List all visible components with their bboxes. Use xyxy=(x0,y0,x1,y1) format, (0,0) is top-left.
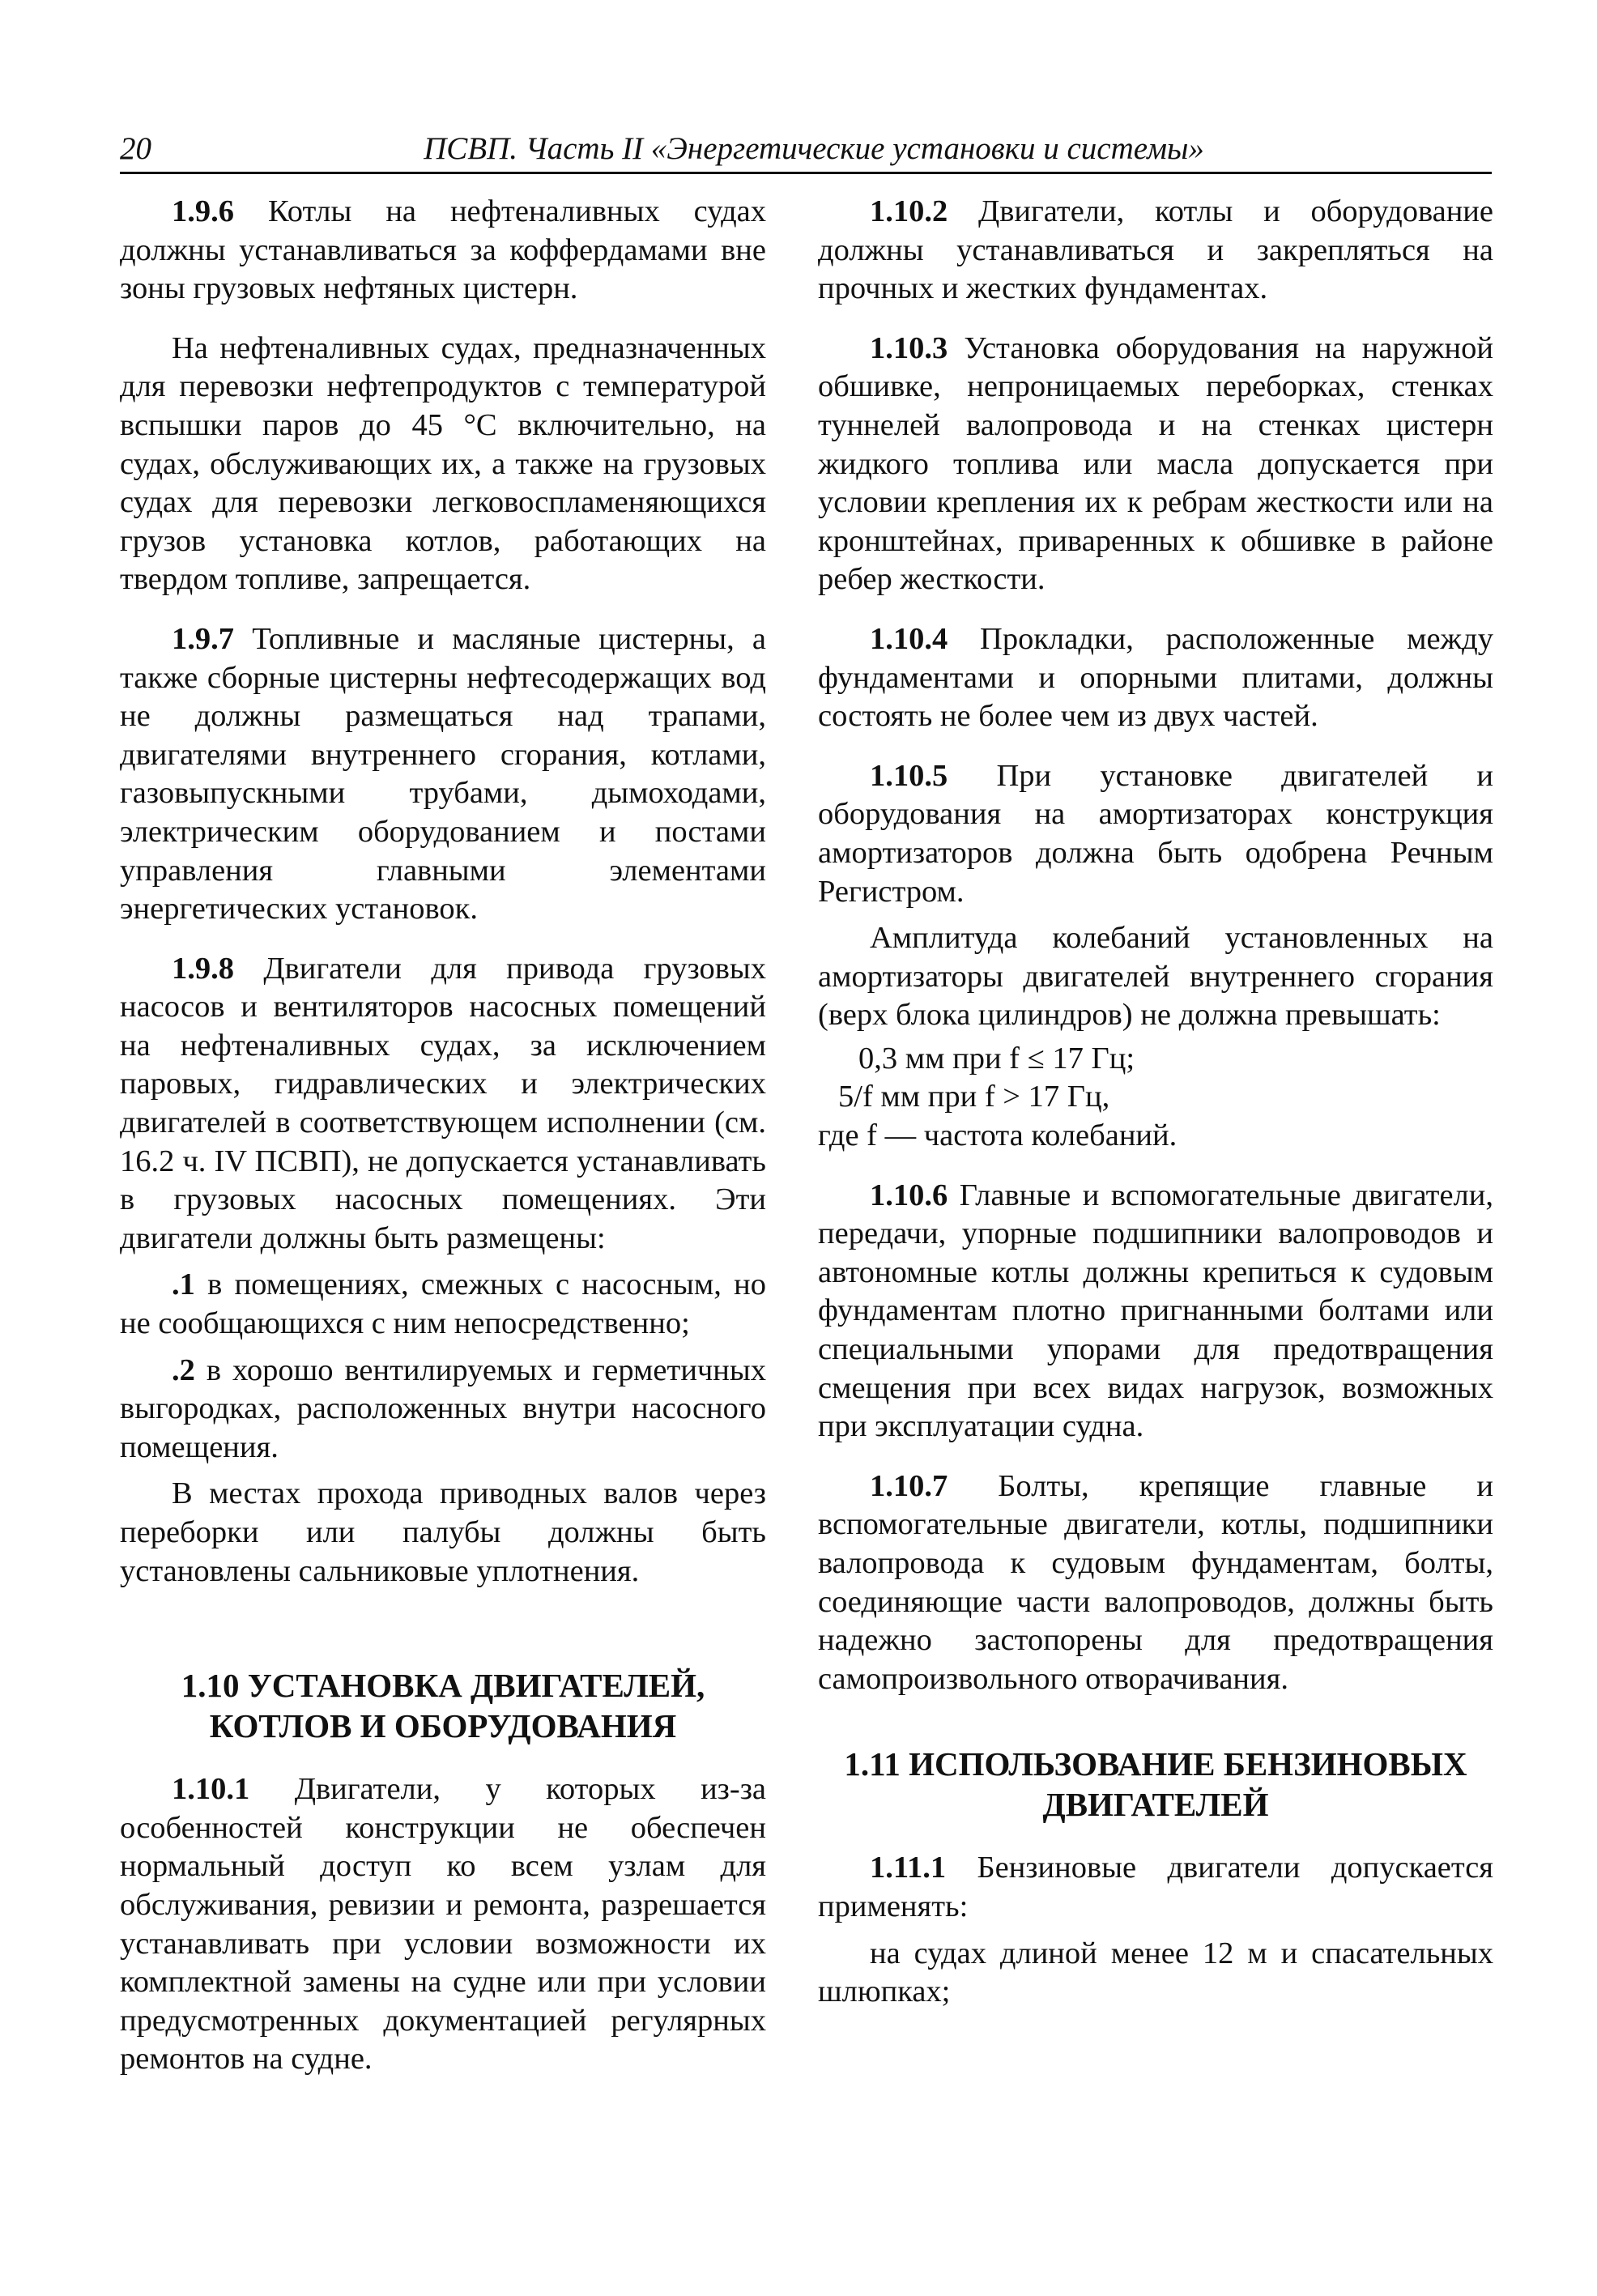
paragraph-1-10-5-cont: Амплитуда колебаний установленных на амортизаторы двигателей внутреннего сгорания (верх блока цилиндров) не должна превышать: xyxy=(818,921,1493,1033)
paragraph-1-9-8: 1.9.8 Двигатели для привода грузовых насосов и вентиляторов насосных помещений на нефтеналивных судах, за исключением паровых, гидравлических и электрических двигателей в соответствующем исполнении (см. 16.2 ч. IV ПСВП), не допускается устанавливать в грузовых насосных помещениях. Эти двигатели должны быть размещены: xyxy=(120,951,766,1255)
paragraph-1-10-3: 1.10.3 Установка оборудования на наружной обшивке, непроницаемых переборках, стенках туннелей валопровода и на стенках цистерн жидкого топлива или масла допускается при условии крепления их к ребрам жесткости или на кронштейнах, приваренных к обшивке в районе ребер жесткости. xyxy=(818,330,1493,597)
paragraph-1-9-6: 1.9.6 Котлы на нефтеналивных судах должны устанавливаться за коффердамами вне зоны грузовых нефтяных цистерн. xyxy=(120,194,766,306)
paragraph-1-10-5: 1.10.5 При установке двигателей и оборудования на амортизаторах конструкция амортизаторов должна быть одобрена Речным Регистром. xyxy=(818,758,1493,909)
paragraph-1-9-6-cont: На нефтеналивных судах, предназначенных для перевозки нефтепродуктов с температурой вспышки паров до 45 °C включительно, на судах, обслуживающих их, а также на грузовых судах для перевозки легковоспламеняющихся грузов установка котлов, работающих на твердом топливе, запрещается. xyxy=(120,330,766,597)
section-heading-1-10: 1.10 УСТАНОВКА ДВИГАТЕЛЕЙ, КОТЛОВ И ОБОРУДОВАНИЯ xyxy=(181,1667,705,1745)
left-column xyxy=(120,193,766,2079)
paragraph-1-10-2: 1.10.2 Двигатели, котлы и оборудование должны устанавливаться и закрепляться на прочных и жестких фундаментах. xyxy=(818,194,1493,306)
page-header xyxy=(120,121,1492,174)
running-title: ПСВП. Часть II «Энергетические установки и системы» xyxy=(424,131,1204,166)
paragraph-1-11-1-cont: на судах длиной менее 12 м и спасательных шлюпках; xyxy=(818,1936,1493,2009)
paragraph-1-11-1: 1.11.1 Бензиновые двигатели допускается применять: xyxy=(818,1851,1493,1923)
paragraph-1-10-4: 1.10.4 Прокладки, расположенные между фундаментами и опорными плитами, должны состоять не более чем из двух частей. xyxy=(818,621,1493,734)
formula-line-1: 0,3 мм при f ≤ 17 Гц; xyxy=(858,1041,1135,1076)
formula-line-3: где f — частота колебаний. xyxy=(818,1118,1178,1153)
paragraph-1-9-8-cont: В местах прохода приводных валов через переборки или палубы должны быть установлены сальниковые уплотнения. xyxy=(120,1476,766,1588)
paragraph-1-9-7: 1.9.7 Топливные и масляные цистерны, а также сборные цистерны нефтесодержащих вод не должны размещаться над трапами, двигателями внутреннего сгорания, котлами, газовыпускными трубами, дымоходами, электрическим оборудованием и постами управления главными элементами энергетических установок. xyxy=(120,621,766,926)
paragraph-1-10-1: 1.10.1 Двигатели, у которых из-за особенностей конструкции не обеспечен нормальный доступ ко всем узлам для обслуживания, ревизии и ремонта, разрешается устанавливать при условии возможности их комплектной замены на судне или при условии предусмотренных документацией регулярных ремонтов на судне. xyxy=(120,1772,766,2077)
formula-line-2: 5/f мм при f > 17 Гц, xyxy=(838,1080,1110,1114)
list-item-1: .1 в помещениях, смежных с насосным, но не сообщающихся с ним непосредственно; xyxy=(120,1267,766,1341)
section-heading-1-11: 1.11 ИСПОЛЬЗОВАНИЕ БЕНЗИНОВЫХ ДВИГАТЕЛЕЙ xyxy=(844,1745,1467,1824)
page-number: 20 xyxy=(120,131,151,166)
paragraph-1-10-6: 1.10.6 Главные и вспомогательные двигатели, передачи, упорные подшипники валопроводов и автономные котлы должны крепиться к судовым фундаментам плотно пригнанными болтами или специальными упорами для предотвращения смещения при всех видах нагрузок, возможных при эксплуатации судна. xyxy=(818,1178,1493,1444)
paragraph-1-10-7: 1.10.7 Болты, крепящие главные и вспомогательные двигатели, котлы, подшипники валопровода к судовым фундаментам, болты, соединяющие части валопроводов, должны быть надежно застопорены для предотвращения самопроизвольного отворачивания. xyxy=(818,1468,1493,1696)
list-item-2: .2 в хорошо вентилируемых и герметичных выгородках, расположенных внутри насосного помещения. xyxy=(120,1352,766,1464)
right-column xyxy=(818,193,1493,2012)
